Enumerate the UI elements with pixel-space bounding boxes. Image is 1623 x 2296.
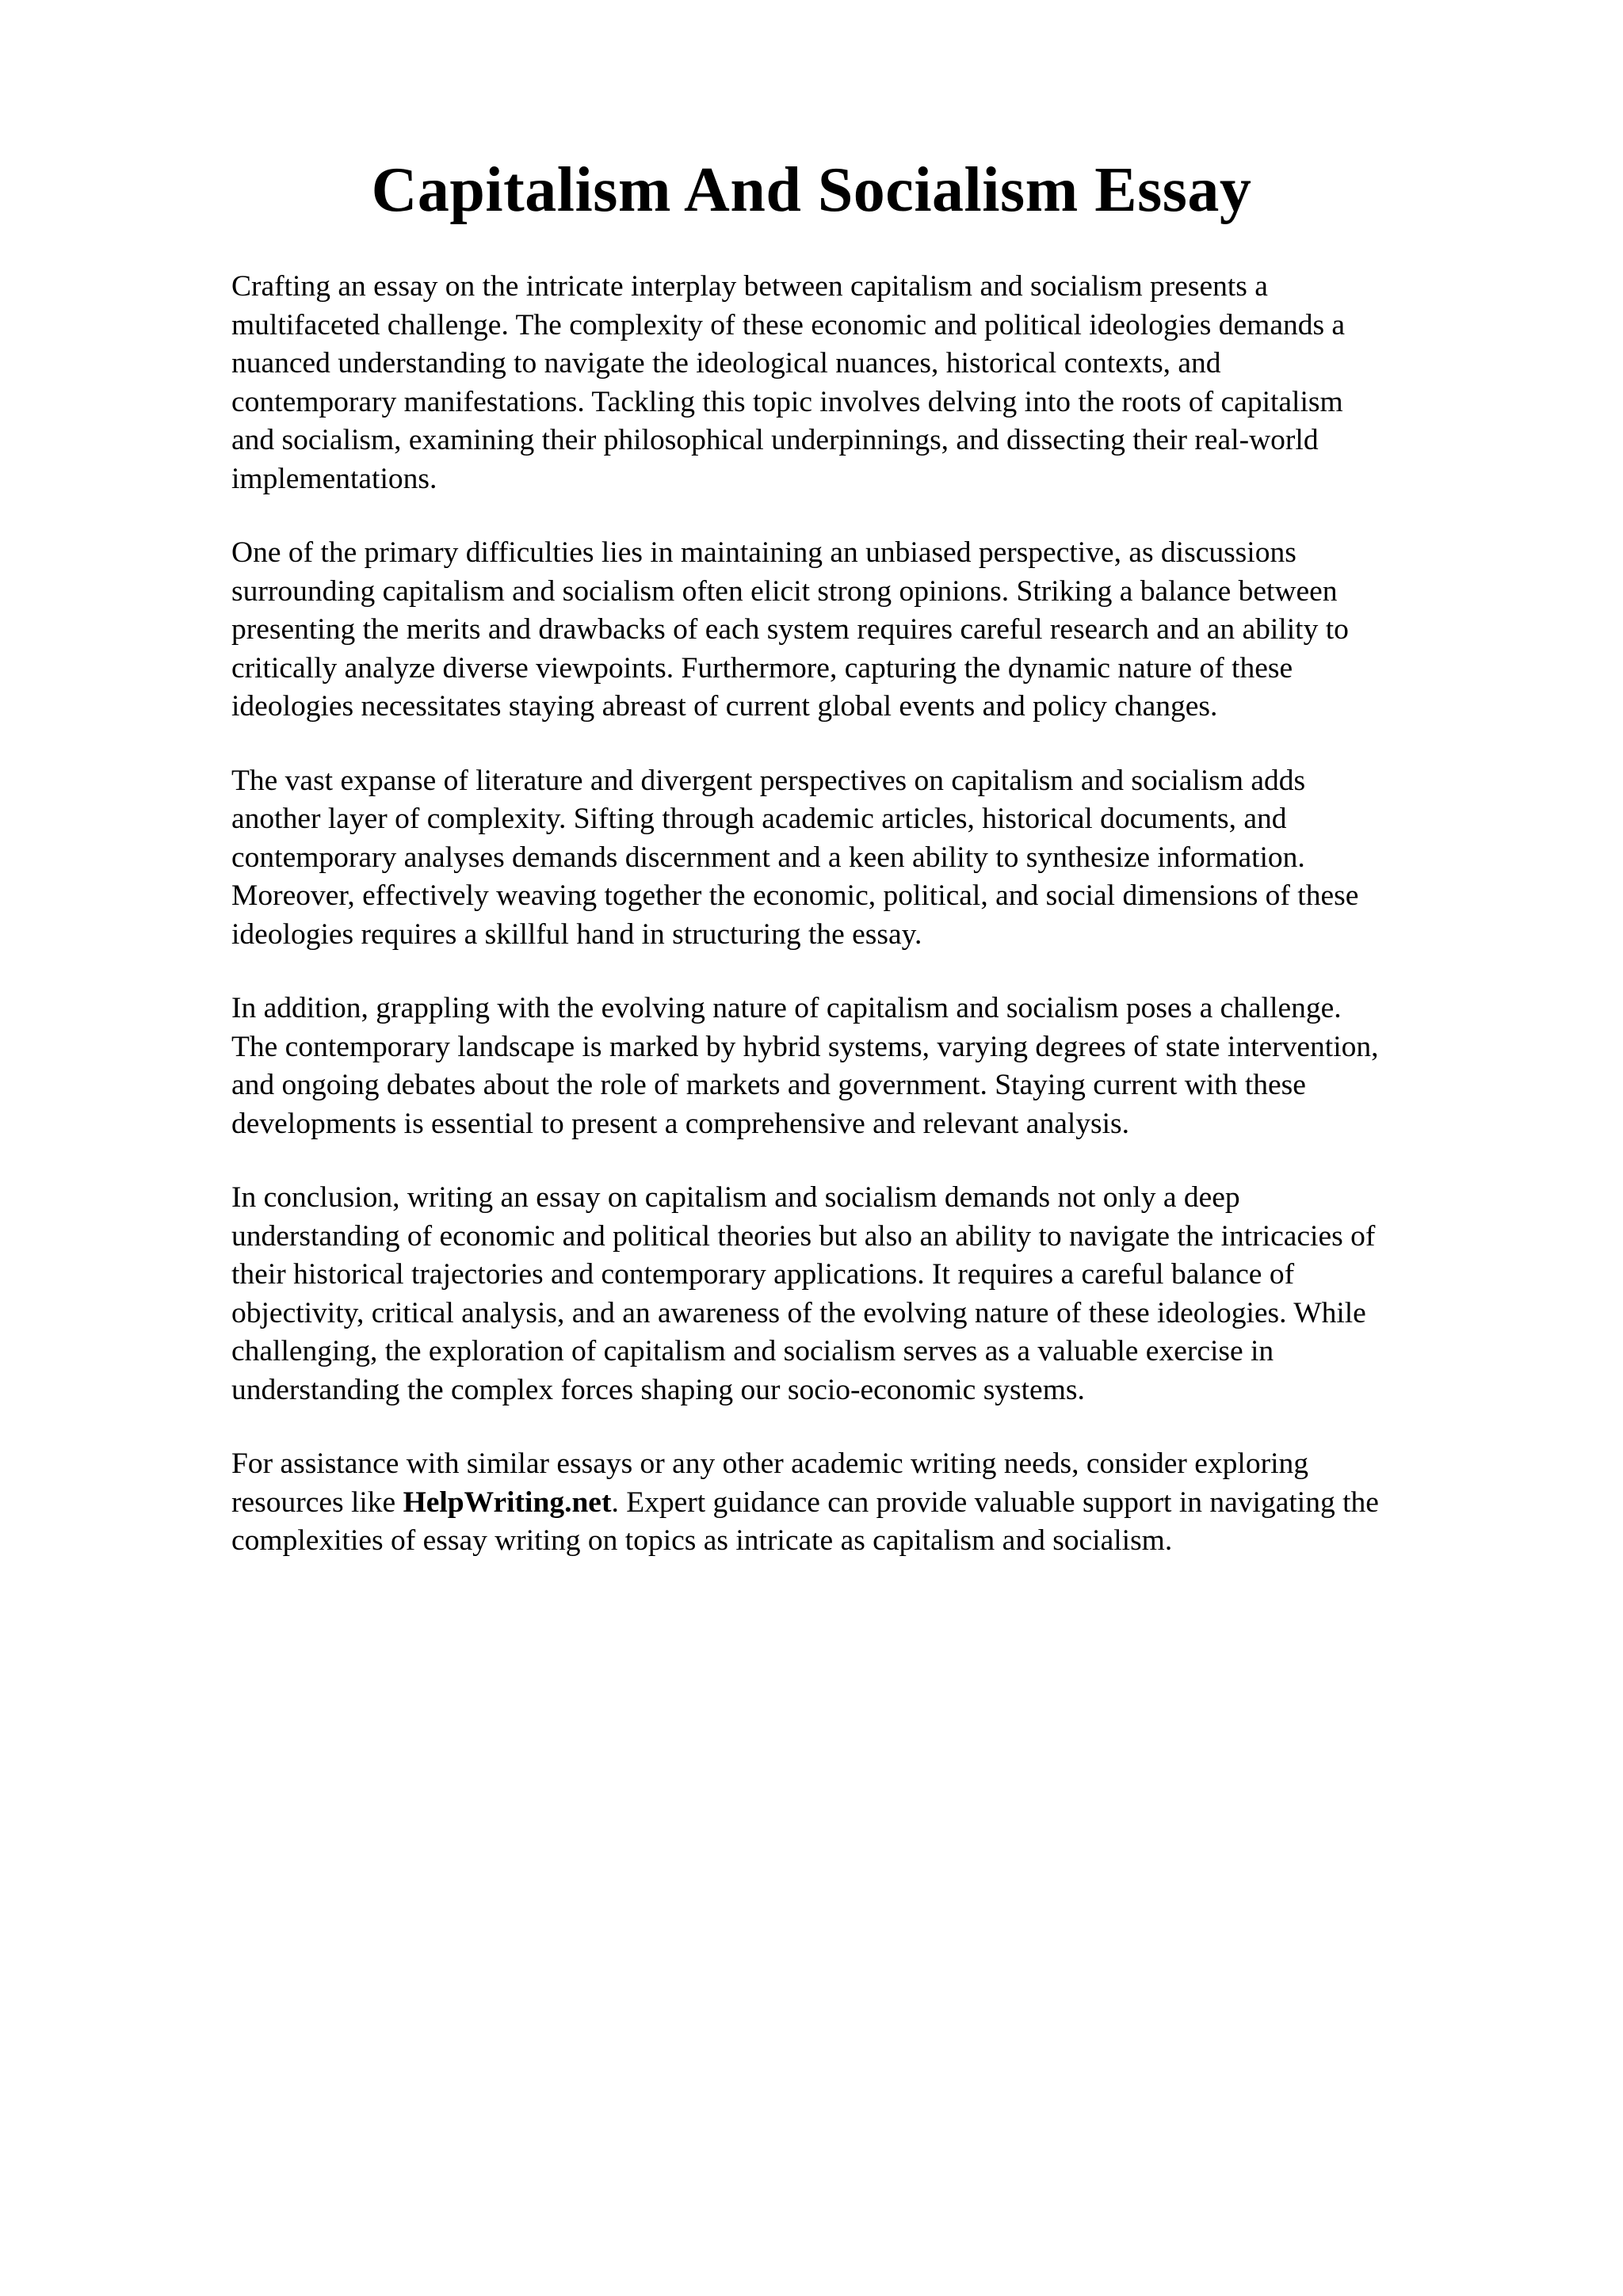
text-line: ideologies necessitates staying abreast of current global events and policy changes. [231,690,1218,723]
essay-body [231,268,1515,1596]
text-line: One of the primary difficulties lies in maintaining an unbiased perspective, as discussions [231,536,1296,569]
text-line: nuanced understanding to navigate the ideological nuances, historical contexts, and [231,347,1221,379]
text-fragment: resources like [231,1486,403,1519]
text-line: challenging, the exploration of capitalism and socialism serves as a valuable exercise in [231,1335,1274,1367]
paragraph-1 [231,268,1515,498]
text-line: surrounding capitalism and socialism often elicit strong opinions. Striking a balance between [231,574,1338,608]
text-line: In conclusion, writing an essay on capitalism and socialism demands not only a deep [231,1181,1240,1214]
text-line: complexities of essay writing on topics as intricate as capitalism and socialism. [231,1524,1173,1557]
text-line: contemporary manifestations. Tackling this topic involves delving into the roots of capitalism [231,385,1343,418]
text-line: The contemporary landscape is marked by hybrid systems, varying degrees of state intervention, [231,1030,1379,1063]
text-line: objectivity, critical analysis, and an awareness of the evolving nature of these ideologies. While [231,1296,1366,1329]
text-line-with-brand [231,1484,1515,1523]
text-line: understanding of economic and political theories but also an ability to navigate the intricacies of [231,1219,1376,1253]
text-line: and socialism, examining their philosophical underpinnings, and dissecting their real-world [231,424,1319,456]
paragraph-3 [231,762,1515,955]
text-line: Moreover, effectively weaving together the economic, political, and social dimensions of these [231,879,1359,912]
text-line: The vast expanse of literature and divergent perspectives on capitalism and socialism adds [231,764,1306,797]
closing-paragraph [231,1445,1515,1561]
paragraph-5 [231,1179,1515,1409]
brand-name: HelpWriting.net [403,1486,612,1519]
text-fragment: . Expert guidance can provide valuable support in navigating the [611,1486,1379,1519]
text-line: ideologies requires a skillful hand in structuring the essay. [231,917,922,951]
paragraph-4 [231,990,1515,1143]
text-line: contemporary analyses demands discernment and a keen ability to synthesize information. [231,841,1305,874]
text-line: understanding the complex forces shaping our socio-economic systems. [231,1373,1085,1406]
text-line: and ongoing debates about the role of markets and government. Staying current with these [231,1069,1306,1101]
text-line: Crafting an essay on the intricate interplay between capitalism and socialism presents a [231,270,1268,303]
text-line: critically analyze diverse viewpoints. Furthermore, capturing the dynamic nature of these [231,651,1293,685]
paragraph-2 [231,534,1515,727]
text-line: another layer of complexity. Sifting through academic articles, historical documents, and [231,803,1287,835]
document-title: Capitalism And Socialism Essay [371,155,1252,225]
text-line: In addition, grappling with the evolving nature of capitalism and socialism poses a challenge. [231,992,1342,1024]
text-line: multifaceted challenge. The complexity of these economic and political ideologies demands a [231,308,1346,341]
text-line: presenting the merits and drawbacks of each system requires careful research and an ability to [231,613,1349,646]
text-line: implementations. [231,462,437,495]
text-line: their historical trajectories and contemporary applications. It requires a careful balance of [231,1258,1295,1291]
text-line: For assistance with similar essays or any other academic writing needs, consider exploring [231,1447,1309,1480]
text-line: developments is essential to present a comprehensive and relevant analysis. [231,1107,1129,1140]
